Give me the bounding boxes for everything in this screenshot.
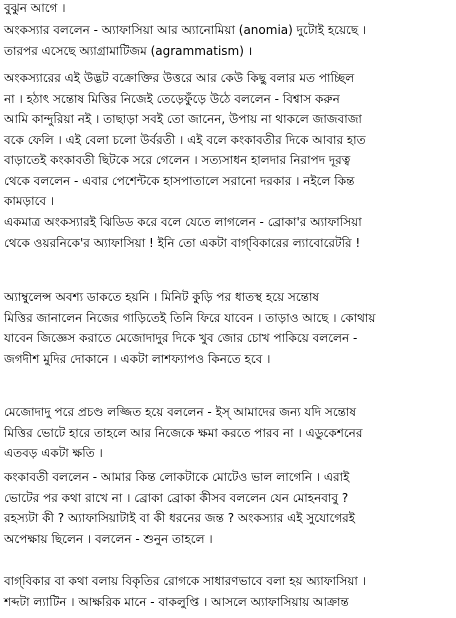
paragraph-5: অ্যাম্বুলেন্স অবশ্য ডাকতে হয়নি । মিনিট কুড়ি পর ধাতস্থ হয়ে সন্তোষ মিত্তির জানালেন নিজের গাড়িতেই তিনি ফিরে যাবেন । তাড়াও আছে । কোথায় যাবেন জিজ্ঞেস করাতে মেজোদাদুর দিকে খুব জোর চোখ পাকিয়ে বললেন - জগদীশ মুদির দোকানে । একটা লাশফ্যাপও কিনতে হবে । [4, 290, 376, 366]
paragraph-3: অংকস্যারের এই উদ্ভট বক্রোক্তির উত্তরে আর কেউ কিছু বলার মত পাচ্ছিল না । হঠাৎ সন্তোষ মিত্তির নিজেই তেড়েফুঁড়ে উঠে বললেন - বিশ্বাস করুন আমি কান্দুরিয়া নই । তাছাড়া সবই তো জানেন, উপায় না থাকলে জাজবাজা বকে ফেলি । এই বেলা চলো উর্বরতী । এই বলে কংকাবতীর দিকে আবার হাত বাড়াতেই কংকাবতী ছিটকে সরে গেলেন । সত্যসাধন হালদার নিরাপদ দূরত্ব থেকে বললেন - এবার পেশেন্টকে হাসপাতালে সরানো দরকার । নইলে কিন্ত কামড়াবে । [4, 71, 366, 208]
paragraph-6: মেজোদাদু পরে প্রচণ্ড লজ্জিত হয়ে বললেন - ইস্‌ আমাদের জন্য যদি সন্তোষ মিত্তির ভোটে হারে তাহলে আর নিজেকে ক্ষমা করতে পারব না । এডুকেশনের এতবড় একটা ক্ষতি । [4, 405, 363, 460]
paragraph-8: বাগ্‌বিকার বা কথা বলায় বিকৃতির রোগকে সাধারণভাবে বলা হয় অ্যাফাসিয়া । শব্দটা ল্যাটিন । আক্ষরিক মানে - বাকলুপ্তি । আসলে অ্যাফাসিয়ায় আক্রান্ত [4, 574, 367, 609]
paragraph-2: অংকস্যার বললেন - অ্যাফাসিয়া আর অ্যানোমিয়া (anomia) দুটোই হয়েছে । তারপর এসেছে অ্যাগ্রামাটিজম (agrammatism) । [4, 23, 367, 58]
paragraph-1: বুঝুন আগে । [4, 1, 66, 15]
paragraph-7: কংকাবতী বললেন - আমার কিন্ত লোকটাকে মোটেও ভাল লাগেনি । এরাই ভোটের পর কথা রাখে না । ব্রোকা ব্রোকা কীসব বললেন যেন মোহনবাবু ? রহস্যটা কী ? অ্যাফাসিয়াটাই বা কী ধরনের জন্ত ? অংকস্যার এই সুযোগেরই অপেক্ষায় ছিলেন । বললেন - শুনুন তাহলে । [4, 470, 356, 546]
paragraph-4: একমাত্র অংকস্যারই ঝিডিড করে বলে যেতে লাগলেন - ব্রোকা'র অ্যাফাসিয়া থেকে ওয়রনিকে'র অ্যাফাসিয়া ! ইনি তো একটা বাগ্‌বিকারের ল্যাবোরেটরি ! [4, 215, 362, 250]
